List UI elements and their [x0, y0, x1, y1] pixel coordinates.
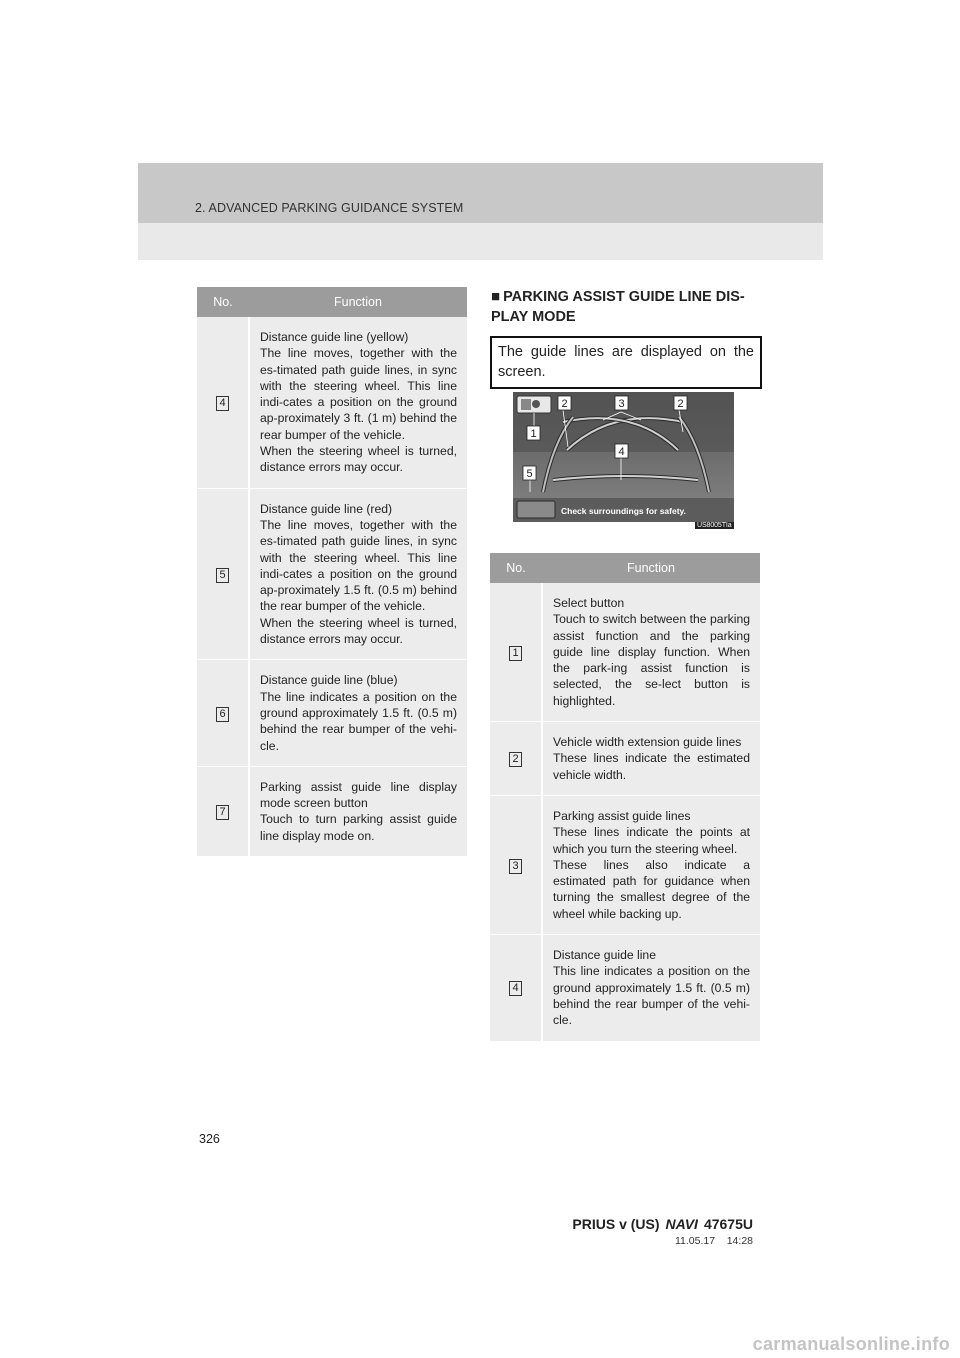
table-row — [490, 795, 760, 934]
desc-line: Select button — [553, 596, 625, 610]
row-number-cell — [490, 722, 542, 796]
table-row — [490, 722, 760, 796]
row-description — [249, 488, 467, 660]
desc-line: Parking assist guide line display mode screen button — [260, 779, 457, 811]
desc-line: These lines indicate the estimated vehicle width. — [553, 751, 750, 782]
col-header-function: Function — [249, 287, 467, 317]
model-name: PRIUS v (US) — [572, 1216, 660, 1232]
row-number: 7 — [216, 805, 229, 820]
table-header-row — [490, 553, 760, 583]
camera-illustration — [513, 392, 734, 522]
navi-label: NAVI — [665, 1216, 698, 1232]
row-number-cell — [197, 766, 249, 856]
row-number: 5 — [216, 568, 229, 583]
callout-label: 3 — [618, 398, 625, 410]
model-code: 47675U — [703, 1216, 753, 1232]
row-number: 6 — [216, 707, 229, 722]
desc-line: Distance guide line (red) — [260, 501, 393, 516]
row-number: 2 — [509, 752, 522, 767]
callout-4 — [615, 444, 628, 458]
desc-line: These lines indicate the points at which you turn the steering wheel. — [553, 825, 750, 856]
table-header-row — [197, 287, 467, 317]
table-row — [197, 317, 467, 488]
table-row — [490, 935, 760, 1041]
callout-2-right — [674, 396, 687, 410]
desc-line: Touch to turn parking assist guide line display mode on. — [260, 812, 457, 843]
desc-line: The line indicates a position on the ground approximately 1.5 ft. (0.5 m) behind the rear bumper of the vehi-cle. — [260, 689, 457, 753]
desc-line: This line indicates a position on the ground approximately 1.5 ft. (0.5 m) behind the rear bumper of the vehi-cle. — [553, 964, 750, 1028]
row-description — [249, 660, 467, 766]
footer-date — [675, 1235, 753, 1247]
footer-time-value: 14:28 — [726, 1235, 753, 1247]
row-number-cell — [197, 488, 249, 660]
row-number: 3 — [509, 859, 522, 874]
mode-button-graphic — [517, 501, 555, 518]
desc-line: Parking assist guide lines — [553, 808, 691, 823]
row-description — [249, 317, 467, 488]
callout-label: 2 — [677, 398, 684, 410]
callout-label: 2 — [561, 398, 568, 410]
row-description — [542, 935, 760, 1041]
row-number-cell — [197, 317, 249, 488]
mode-heading-text: PARKING ASSIST GUIDE LINE DIS-PLAY MODE — [491, 289, 745, 325]
row-description — [542, 795, 760, 934]
right-function-table — [490, 553, 760, 1042]
desc-line: The line moves, together with the es-timated path guide lines, in sync with the steering wheel. This line indi-cates a position on the ground ap-proximately 3 ft. (1 m) behind the rear bumper of the vehicle. — [260, 346, 457, 442]
camera-caption: Check surroundings for safety. — [561, 506, 687, 516]
row-number-cell — [490, 935, 542, 1041]
left-function-table — [197, 287, 467, 857]
desc-line: The line moves, together with the es-timated path guide lines, in sync with the steering wheel. This line indi-cates a position on the ground ap-proximately 1.5 ft. (0.5 m) behind the rear bumper of the vehicle. — [260, 517, 457, 614]
heading-square-marker: ■ — [491, 288, 501, 305]
desc-line: Touch to switch between the parking assist function and the parking guide line display function. When the park-ing assist function is selected, the se-lect button is highlighted. — [553, 612, 750, 708]
image-code: US8005TIa — [697, 522, 732, 529]
col-header-function: Function — [542, 553, 760, 583]
col-header-no: No. — [490, 553, 542, 583]
callout-1 — [527, 426, 540, 440]
row-description — [542, 583, 760, 722]
col-header-no: No. — [197, 287, 249, 317]
header-band — [138, 163, 823, 260]
footer-date-value: 11.05.17 — [674, 1235, 716, 1247]
callout-3 — [615, 396, 628, 410]
table-row — [490, 583, 760, 722]
watermark: carmanualsonline.info — [0, 1330, 960, 1358]
row-description — [249, 766, 467, 856]
footer-model — [572, 1216, 753, 1232]
callout-label: 5 — [526, 468, 533, 480]
section-title: 2. ADVANCED PARKING GUIDANCE SYSTEM — [195, 201, 464, 215]
row-description — [542, 722, 760, 796]
desc-line: Distance guide line (blue) — [260, 673, 398, 688]
page-number: 326 — [199, 1132, 220, 1146]
desc-line: These lines also indicate a estimated path for guidance when turning the smallest degree of the wheel while backing up. — [553, 857, 750, 921]
table-row — [197, 766, 467, 856]
row-number-cell — [490, 795, 542, 934]
row-number: 4 — [216, 396, 229, 411]
desc-line: Vehicle width extension guide lines — [553, 735, 742, 750]
row-number-cell — [197, 660, 249, 766]
callout-2-left — [558, 396, 571, 410]
row-number-cell — [490, 583, 542, 722]
callout-label: 4 — [618, 446, 625, 458]
row-number: 4 — [509, 981, 522, 996]
rear-camera-screen-image — [513, 392, 734, 522]
desc-line: When the steering wheel is turned, distance errors may occur. — [260, 444, 457, 475]
desc-line: Distance guide line — [553, 948, 656, 963]
table-row — [197, 660, 467, 766]
desc-line: Distance guide line (yellow) — [260, 330, 409, 344]
desc-line: When the steering wheel is turned, distance errors may occur. — [260, 615, 457, 647]
row-number: 1 — [509, 646, 522, 661]
note-box: The guide lines are displayed on the screen. — [490, 336, 762, 389]
header-top-strip — [138, 163, 823, 223]
callout-5 — [523, 466, 536, 480]
mode-heading — [491, 287, 766, 327]
table-row — [197, 488, 467, 660]
callout-label: 1 — [530, 428, 537, 440]
